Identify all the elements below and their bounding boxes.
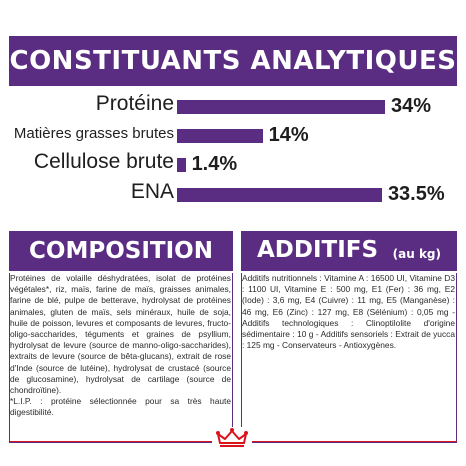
- crown-logo-svg: [212, 427, 252, 449]
- bar-value-ena: 33.5%: [387, 183, 445, 205]
- bar-row-protein: [0, 92, 466, 122]
- bar-row-ena: [0, 180, 466, 210]
- bar-label-fiber: Cellulose brute: [33, 150, 174, 173]
- bar-fill-ena: [177, 188, 382, 202]
- additives-unit: (au kg): [392, 247, 441, 261]
- bar-label-protein: Protéine: [95, 92, 174, 115]
- bar-label-ena: ENA: [130, 180, 174, 203]
- bar-row-fat: [0, 123, 466, 153]
- bar-fill-fiber: [177, 158, 186, 172]
- bar-value-fiber: 1.4%: [191, 153, 238, 175]
- additives-title: ADDITIFS: [257, 237, 379, 263]
- composition-panel: [9, 273, 233, 443]
- composition-body: [10, 273, 232, 419]
- additives-text: Additifs nutritionnels : Vitamine A : 16500 UI, Vitamine D3 : 1100 UI, Vitamine E : 500 mg, E1 (Fer) : 36 mg, E2 (Iode) : 3,6 mg, E4 (Cuivre) : 11 mg, E5 (Manganèse) : 46 mg, E6 (Zinc) : 127 mg, E8 (Sélénium) : 0,05 mg - Additifs technologiques : Clinoptilolite d'origine sédimentaire : 10 g - Additifs sensoriels : Extrait de yucca : 125 mg - Conservateurs - Antioxygènes.: [242, 273, 455, 351]
- additives-panel: [241, 273, 457, 443]
- bar-value-fat: 14%: [268, 124, 309, 146]
- bar-row-fiber: [0, 150, 466, 180]
- crown-logo-icon: [212, 427, 252, 449]
- composition-banner: [9, 231, 233, 271]
- analytical-constituents-banner: [9, 36, 457, 86]
- additives-body: [242, 273, 456, 351]
- composition-text: Protéines de volaille déshydratées, isolat de protéines végétales*, riz, maïs, farine de maïs, graisses animales, farine de blé, pulpe de betterave, hydrolysat de protéines animales, gluten de maïs, sels minéraux, huile de soja, huile de poisson, levures et composants de levures, fructo-oligo-saccharides, téguments et graines de psyllium, hydrolysat de levure (source de manno-oligo-saccharides), extraits de levure (source de bêta-glucans), extrait de rose d'Inde (source de lutéine), hydrolysat de crustacé (source de glucosamine), hydrolysat de cartilage (source de chondroïtine).: [10, 273, 231, 396]
- bar-label-fat: Matières grasses brutes: [13, 125, 174, 142]
- bar-fill-fat: [177, 129, 263, 143]
- bar-value-protein: 34%: [391, 95, 432, 117]
- composition-title: COMPOSITION: [29, 238, 213, 264]
- bar-fill-protein: [177, 100, 385, 114]
- additives-banner: [241, 231, 457, 271]
- analytical-title: CONSTITUANTS ANALYTIQUES: [9, 46, 457, 76]
- composition-note: *L.I.P. : protéine sélectionnée pour sa très haute digestibilité.: [10, 396, 231, 418]
